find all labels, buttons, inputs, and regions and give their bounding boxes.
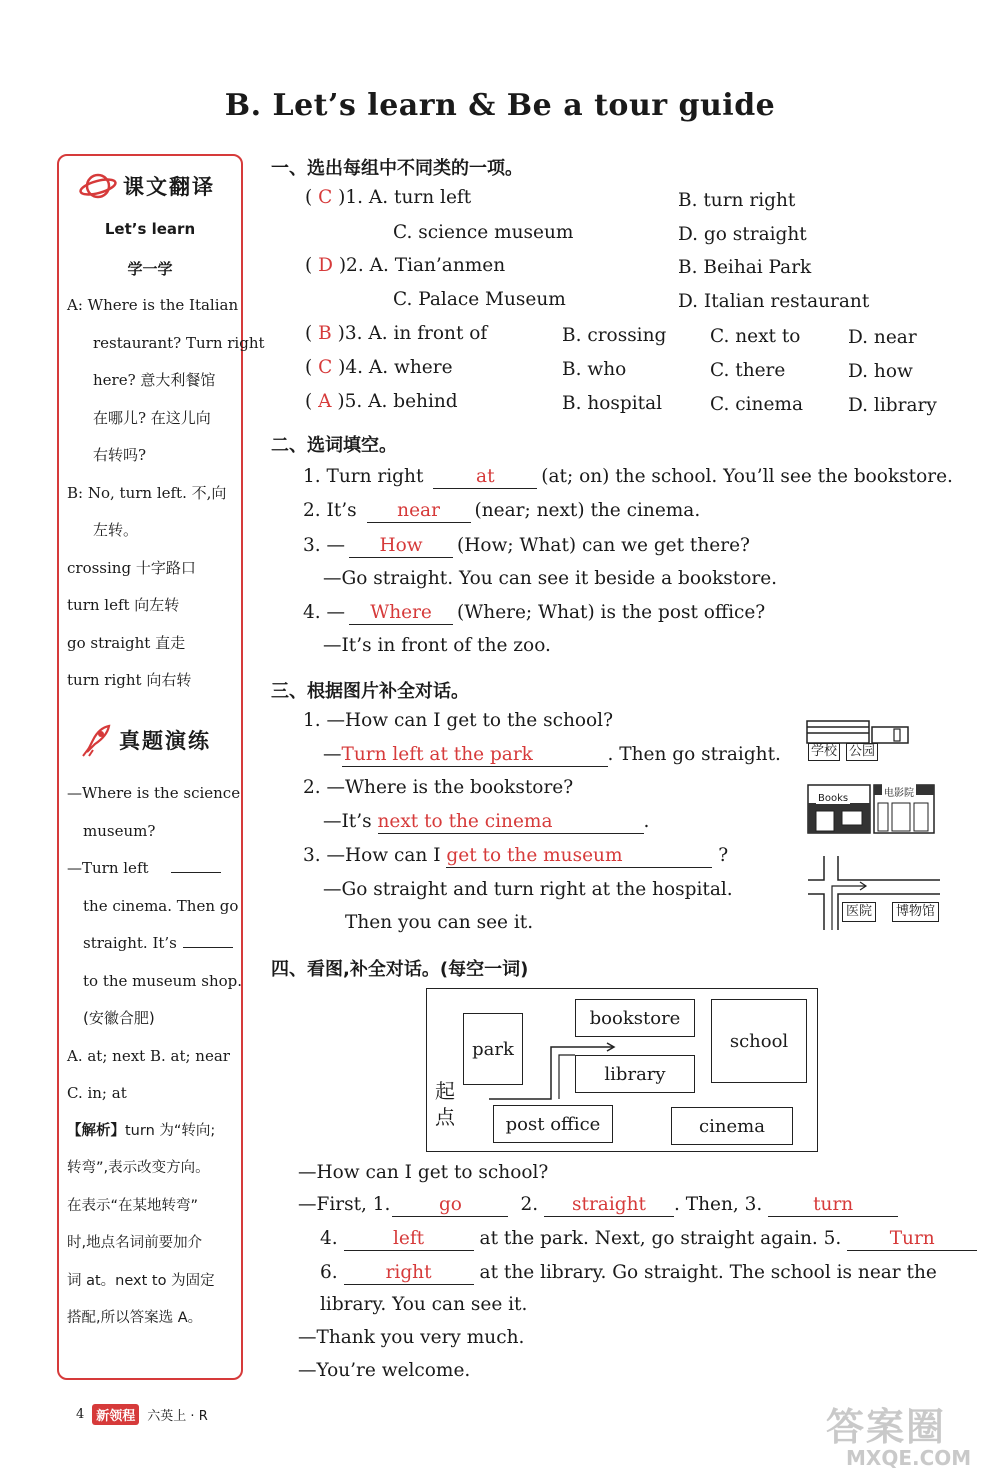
sb-line: 右转吗?	[93, 446, 147, 464]
s2-q3: 3. — How (How; What) can we get there?	[303, 535, 750, 556]
s4-line2: —First, 1. go 2. straight . Then, 3. turn	[298, 1194, 898, 1217]
exam-header-text: 真题演练	[119, 729, 211, 753]
section4-heading: 四、看图,补全对话。(每空一词)	[271, 959, 529, 980]
sb-line: 搭配,所以答案选 A。	[67, 1310, 203, 1326]
s4-line4: 6. right at the library. Go straight. The school is near the	[320, 1262, 937, 1283]
s1-q4-b: B. who	[562, 359, 627, 380]
park-sign: 公园	[846, 743, 878, 761]
s1-q4-c: C. there	[710, 360, 786, 381]
learn-subhead-cn: 学一学	[127, 260, 173, 278]
sb-line: A: Where is the Italian	[67, 296, 239, 314]
hospital-museum-picture	[806, 856, 942, 932]
sb-line: 在表示“在某地转弯”	[67, 1197, 199, 1214]
sb-line: 时,地点名词前要加介	[67, 1235, 203, 1251]
s3-q2-line2: —It’s next to the cinema .	[323, 811, 650, 832]
section3-heading: 三、根据图片补全对话。	[271, 681, 469, 702]
s1-q2: ( D )2. A. Tian’anmen	[305, 255, 506, 276]
s2-q4-reply: —It’s in front of the zoo.	[323, 635, 551, 656]
s1-q4: ( C )4. A. where	[305, 357, 453, 378]
sb-line: here? 意大利餐馆	[93, 371, 216, 389]
s1-q5-d: D. library	[848, 395, 937, 416]
school-park-picture	[806, 717, 910, 763]
sb-line: to the museum shop.	[83, 971, 243, 990]
s1-q2-d: D. Italian restaurant	[678, 291, 870, 312]
s1-q1-c: C. science museum	[393, 222, 574, 243]
sb-line: the cinema. Then go	[83, 896, 239, 915]
map-library: library	[575, 1055, 695, 1093]
footer-text: 六英上 · R	[147, 1409, 208, 1424]
lets-learn-subhead: Let’s learn	[104, 220, 196, 238]
map-cinema: cinema	[671, 1107, 793, 1145]
s3-q2-line1: 2. —Where is the bookstore?	[303, 777, 574, 798]
s3-q3-line1: 3. —How can I get to the museum ?	[303, 845, 729, 866]
s1-q3-d: D. near	[848, 327, 917, 348]
map-start-1: 起	[435, 1079, 455, 1103]
watermark-logo: 答案圈	[826, 1405, 947, 1449]
s1-q1-b: B. turn right	[678, 190, 796, 211]
bookstore-cinema-picture	[806, 781, 936, 836]
route-map	[426, 988, 818, 1152]
page-title: B. Let’s learn & Be a tour guide	[224, 88, 776, 123]
s1-q5-c: C. cinema	[710, 394, 803, 415]
s4-line5: library. You can see it.	[320, 1294, 528, 1315]
sb-line: museum?	[83, 821, 156, 840]
s1-q5: ( A )5. A. behind	[305, 391, 458, 412]
sb-line: A. at; next B. at; near	[67, 1046, 230, 1065]
s1-q3-b: B. crossing	[562, 325, 667, 346]
map-bookstore: bookstore	[575, 999, 695, 1037]
sb-line: 【解析】turn 为“转向;	[67, 1122, 216, 1139]
sidebar-box	[57, 154, 265, 1380]
shop-icon	[806, 781, 936, 836]
s3-q1-line1: 1. —How can I get to the school?	[303, 710, 614, 731]
s1-q5-b: B. hospital	[562, 393, 663, 414]
sb-line: restaurant? Turn right	[93, 333, 265, 352]
cinema-sign: 电影院	[882, 784, 916, 799]
sb-line: 词 at。next to 为固定	[67, 1272, 215, 1289]
hospital-sign: 医院	[842, 902, 876, 922]
s1-q1: ( C )1. A. turn left	[305, 187, 472, 208]
rocket-icon	[79, 722, 113, 758]
sb-line: C. in; at	[67, 1084, 127, 1102]
s2-q2: 2. It’s near (near; next) the cinema.	[303, 500, 701, 521]
school-sign: 学校	[808, 743, 840, 761]
map-start-2: 点	[435, 1105, 455, 1129]
s1-q2-c: C. Palace Museum	[393, 289, 566, 310]
sb-line: straight. It’s	[67, 925, 242, 963]
translation-header	[79, 170, 215, 202]
s4-line7: —You’re welcome.	[298, 1360, 471, 1381]
sb-line: go straight 直走	[67, 633, 186, 652]
sb-line: 在哪儿? 在这儿向	[93, 408, 211, 427]
s1-q4-d: D. how	[848, 361, 913, 382]
s3-q1-line2: —Turn left at the park . Then go straight.	[323, 744, 781, 765]
sb-line: turn right 向右转	[67, 671, 192, 689]
sb-line: B: No, turn left. 不,向	[67, 483, 227, 502]
s3-q3-reply2: Then you can see it.	[345, 912, 534, 933]
brand-logo: 新领程	[92, 1404, 139, 1425]
s1-q3: ( B )3. A. in front of	[305, 323, 488, 344]
s1-q3-c: C. next to	[710, 326, 801, 347]
s4-line3: 4. left at the park. Next, go straight again. 5. Turn	[320, 1228, 977, 1251]
s4-question: —How can I get to school?	[298, 1162, 549, 1183]
translation-header-text: 课文翻译	[123, 175, 215, 199]
sb-line: 转弯”,表示改变方向。	[67, 1160, 210, 1176]
s4-line6: —Thank you very much.	[298, 1327, 525, 1348]
sb-line: (安徽合肥)	[83, 1009, 155, 1027]
sb-line: 左转。	[93, 521, 139, 539]
sb-line: crossing 十字路口	[67, 558, 196, 577]
s1-q2-b: B. Beihai Park	[678, 257, 812, 278]
page-number: 4	[76, 1407, 85, 1422]
s1-q1-d: D. go straight	[678, 224, 807, 245]
planet-icon	[79, 170, 117, 202]
s2-q1: 1. Turn right at (at; on) the school. You’ll see the bookstore.	[303, 466, 953, 487]
map-post-office: post office	[493, 1105, 613, 1143]
page-footer	[76, 1404, 208, 1425]
s2-q4: 4. — Where (Where; What) is the post office?	[303, 602, 766, 623]
s2-q3-reply: —Go straight. You can see it beside a bookstore.	[323, 568, 778, 589]
books-sign: Books	[818, 793, 849, 804]
s3-q3-reply1: —Go straight and turn right at the hospital.	[323, 879, 733, 900]
exam-header	[79, 722, 211, 758]
translation-lines	[67, 287, 265, 700]
section2-heading: 二、选词填空。	[271, 435, 397, 456]
sb-line: —Turn left	[67, 850, 242, 888]
section1-heading: 一、选出每组中不同类的一项。	[271, 158, 523, 179]
sb-line: —Where is the science	[67, 784, 241, 802]
map-school: school	[711, 999, 807, 1083]
watermark-url: MXQE.COM	[846, 1446, 972, 1470]
sb-line: turn left 向左转	[67, 596, 180, 614]
exam-lines	[67, 775, 242, 1338]
museum-sign: 博物馆	[892, 902, 939, 922]
map-park: park	[463, 1013, 523, 1085]
